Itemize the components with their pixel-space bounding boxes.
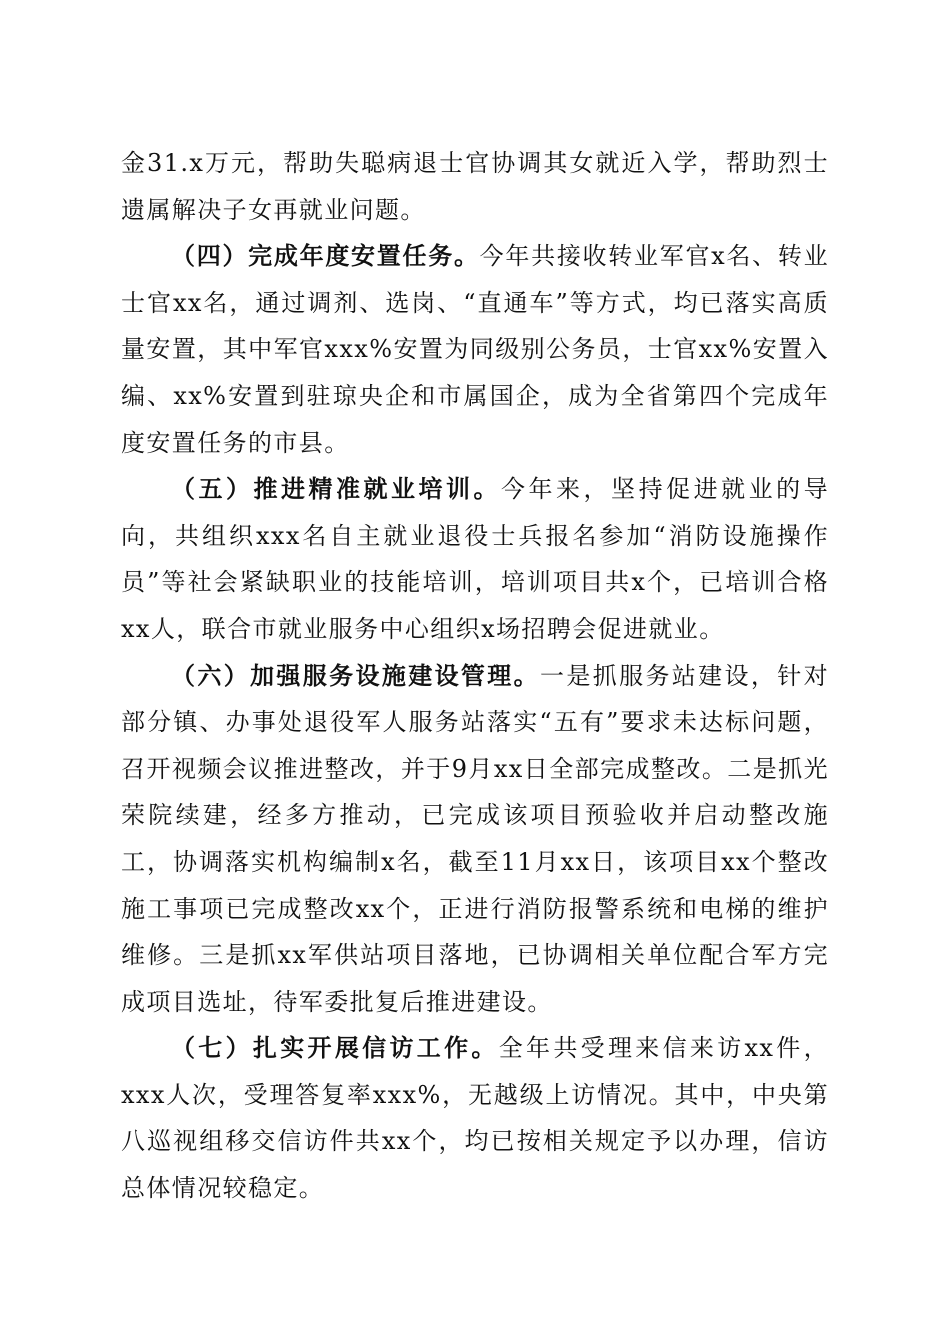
paragraph-text: 金31.x万元，帮助失聪病退士官协调其女就近入学，帮助烈士遗属解决子女再就业问题。 <box>121 149 829 224</box>
paragraph-continuation <box>121 140 829 233</box>
document-body <box>121 140 829 1212</box>
section-heading: （六）加强服务设施建设管理。 <box>171 660 541 690</box>
paragraph-text: 今年共接收转业军官x名、转业士官xx名，通过调剂、选岗、“直通车”等方式，均已落实高质量安置，其中军官xxx%安置为同级别公务员，士官xx%安置入编、xx%安置到驻琼央企和市属国企，成为全省第四个完成年度安置任务的市县。 <box>121 242 829 457</box>
paragraph-text: 全年共受理来信来访xx件，xxx人次，受理答复率xxx%，无越级上访情况。其中，中央第八巡视组移交信访件共xx个，均已按相关规定予以办理，信访总体情况较稳定。 <box>121 1034 829 1203</box>
paragraph-section-7 <box>121 1025 829 1211</box>
paragraph-section-4 <box>121 233 829 466</box>
section-heading: （七）扎实开展信访工作。 <box>171 1033 499 1063</box>
paragraph-text: 今年来，坚持促进就业的导向，共组织xxx名自主就业退役士兵报名参加“消防设施操作员”等社会紧缺职业的技能培训，培训项目共x个，已培训合格xx人，联合市就业服务中心组织x场招聘会促进就业。 <box>121 475 829 643</box>
paragraph-section-6 <box>121 653 829 1026</box>
section-heading: （五）推进精准就业培训。 <box>171 474 502 504</box>
paragraph-section-5 <box>121 466 829 652</box>
paragraph-text: 一是抓服务站建设，针对部分镇、办事处退役军人服务站落实“五有”要求未达标问题，召开视频会议推进整改，并于9月xx日全部完成整改。二是抓光荣院续建，经多方推动，已完成该项目预验收并启动整改施工，协调落实机构编制x名，截至11月xx日，该项目xx个整改施工事项已完成整改xx个，正进行消防报警系统和电梯的维护维修。三是抓xx军供站项目落地，已协调相关单位配合军方完成项目选址，待军委批复后推进建设。 <box>121 661 829 1016</box>
section-heading: （四）完成年度安置任务。 <box>171 241 480 271</box>
